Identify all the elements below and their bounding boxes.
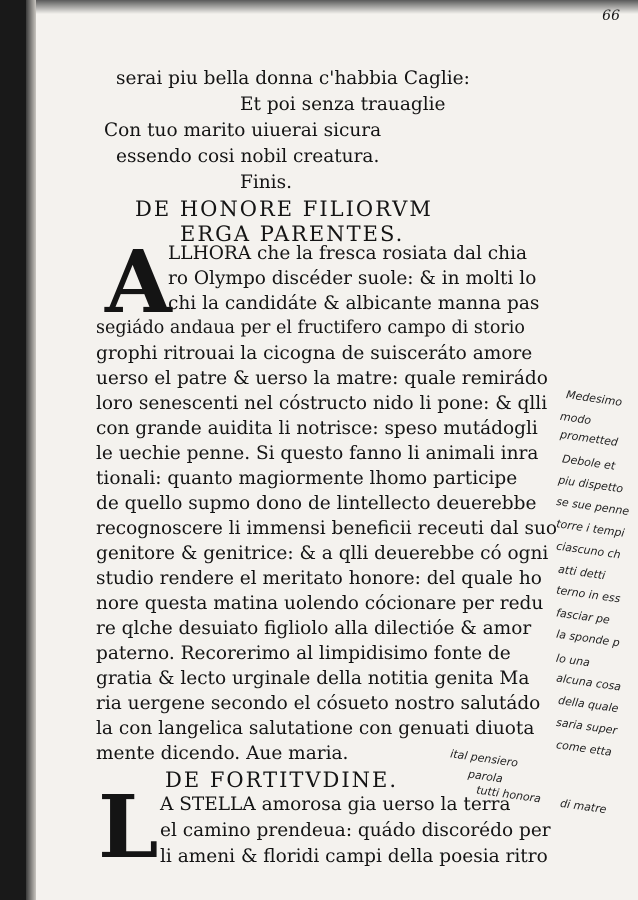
marginal-note: terno in ess [555, 583, 622, 606]
page-top-shadow [36, 0, 638, 14]
text-line: recognoscere li immensi beneficii receuti dal suo [96, 518, 558, 539]
marginal-note: piu dispetto [557, 473, 624, 496]
marginal-note: alcuna cosa [555, 671, 622, 694]
marginal-note: parola [467, 767, 504, 786]
text-line: li ameni & floridi campi della poesia ritro [160, 846, 548, 867]
marginal-note: fasciar pe [555, 606, 611, 627]
drop-cap-initial: L [98, 777, 159, 878]
marginal-note: torre i tempi [555, 517, 626, 540]
drop-cap-initial: A [105, 232, 172, 333]
marginal-note: saria super [555, 715, 618, 738]
text-line: LLHORA che la fresca rosiata dal chia [168, 243, 528, 264]
text-line: grophi ritrouai la cicogna de suisceráto amore [96, 343, 533, 364]
section-heading: DE FORTITVDINE. [165, 768, 399, 792]
text-line: re qlche desuiato figliolo alla dilectióe & amor [96, 618, 532, 639]
marginal-note: se sue penne [555, 494, 630, 519]
section-heading: ERGA PARENTES. [180, 222, 405, 246]
marginal-note: della quale [557, 693, 620, 716]
marginal-note: modo [559, 409, 592, 428]
text-line: de quello supmo dono de lintellecto deuerebbe [96, 493, 537, 514]
marginal-note: tutti honora [475, 783, 542, 806]
verse-line: Et poi senza trauaglie [240, 94, 446, 115]
text-line: nore questa matina uolendo cócionare per redu [96, 593, 544, 614]
text-line: el camino prendeua: quádo discorédo per [160, 820, 551, 841]
section-heading: DE HONORE FILIORVM [135, 197, 433, 221]
text-line: la con langelica salutatione con genuati diuota [96, 718, 535, 739]
marginal-note: di matre [559, 796, 608, 817]
gutter-shadow [26, 0, 36, 900]
text-line: segiádo andaua per el fructifero campo di storio [96, 318, 525, 338]
marginal-note: ciascuno ch [555, 539, 622, 562]
page-number: 66 [602, 8, 620, 24]
text-line: mente dicendo. Aue maria. [96, 743, 349, 764]
marginal-note: prometted [559, 428, 619, 449]
text-line: loro senescenti nel cóstructo nido li pone: & qlli [96, 393, 548, 414]
marginal-note: Medesimo [565, 388, 623, 409]
marginal-note: atti detti [557, 562, 607, 583]
marginal-note: la sponde p [555, 627, 621, 650]
book-gutter [0, 0, 26, 900]
verse-line: serai piu bella donna c'habbia Caglie: [116, 68, 470, 89]
verse-line: Con tuo marito uiuerai sicura [104, 120, 382, 141]
marginal-note: ital pensiero [449, 747, 519, 770]
marginal-note: come etta [555, 738, 613, 759]
text-line: con grande auidita li notrisce: speso mutádogli [96, 418, 538, 439]
text-line: uerso el patre & uerso la matre: quale remirádo [96, 368, 548, 389]
finis-label: Finis. [240, 172, 292, 193]
text-line: ro Olympo discéder suole: & in molti lo [168, 268, 537, 289]
text-line: paterno. Recorerimo al limpidisimo fonte de [96, 643, 511, 664]
text-line: ria uergene secondo el cósueto nostro salutádo [96, 693, 541, 714]
text-line: A STELLA amorosa gia uerso la terra [160, 794, 511, 815]
text-line: genitore & genitrice: & a qlli deuerebbe có ogni [96, 543, 549, 564]
verse-line: essendo cosi nobil creatura. [116, 146, 380, 167]
text-line: chi la candidáte & albicante manna pas [168, 293, 540, 314]
text-line: tionali: quanto magiormente lhomo participe [96, 468, 518, 489]
marginal-note: Debole et [561, 452, 617, 473]
text-line: studio rendere el meritato honore: del quale ho [96, 568, 542, 589]
marginal-note: lo una [555, 651, 591, 670]
text-line: le uechie penne. Si questo fanno li animali inra [96, 443, 539, 464]
text-line: gratia & lecto urginale della notitia genita Ma [96, 668, 530, 689]
